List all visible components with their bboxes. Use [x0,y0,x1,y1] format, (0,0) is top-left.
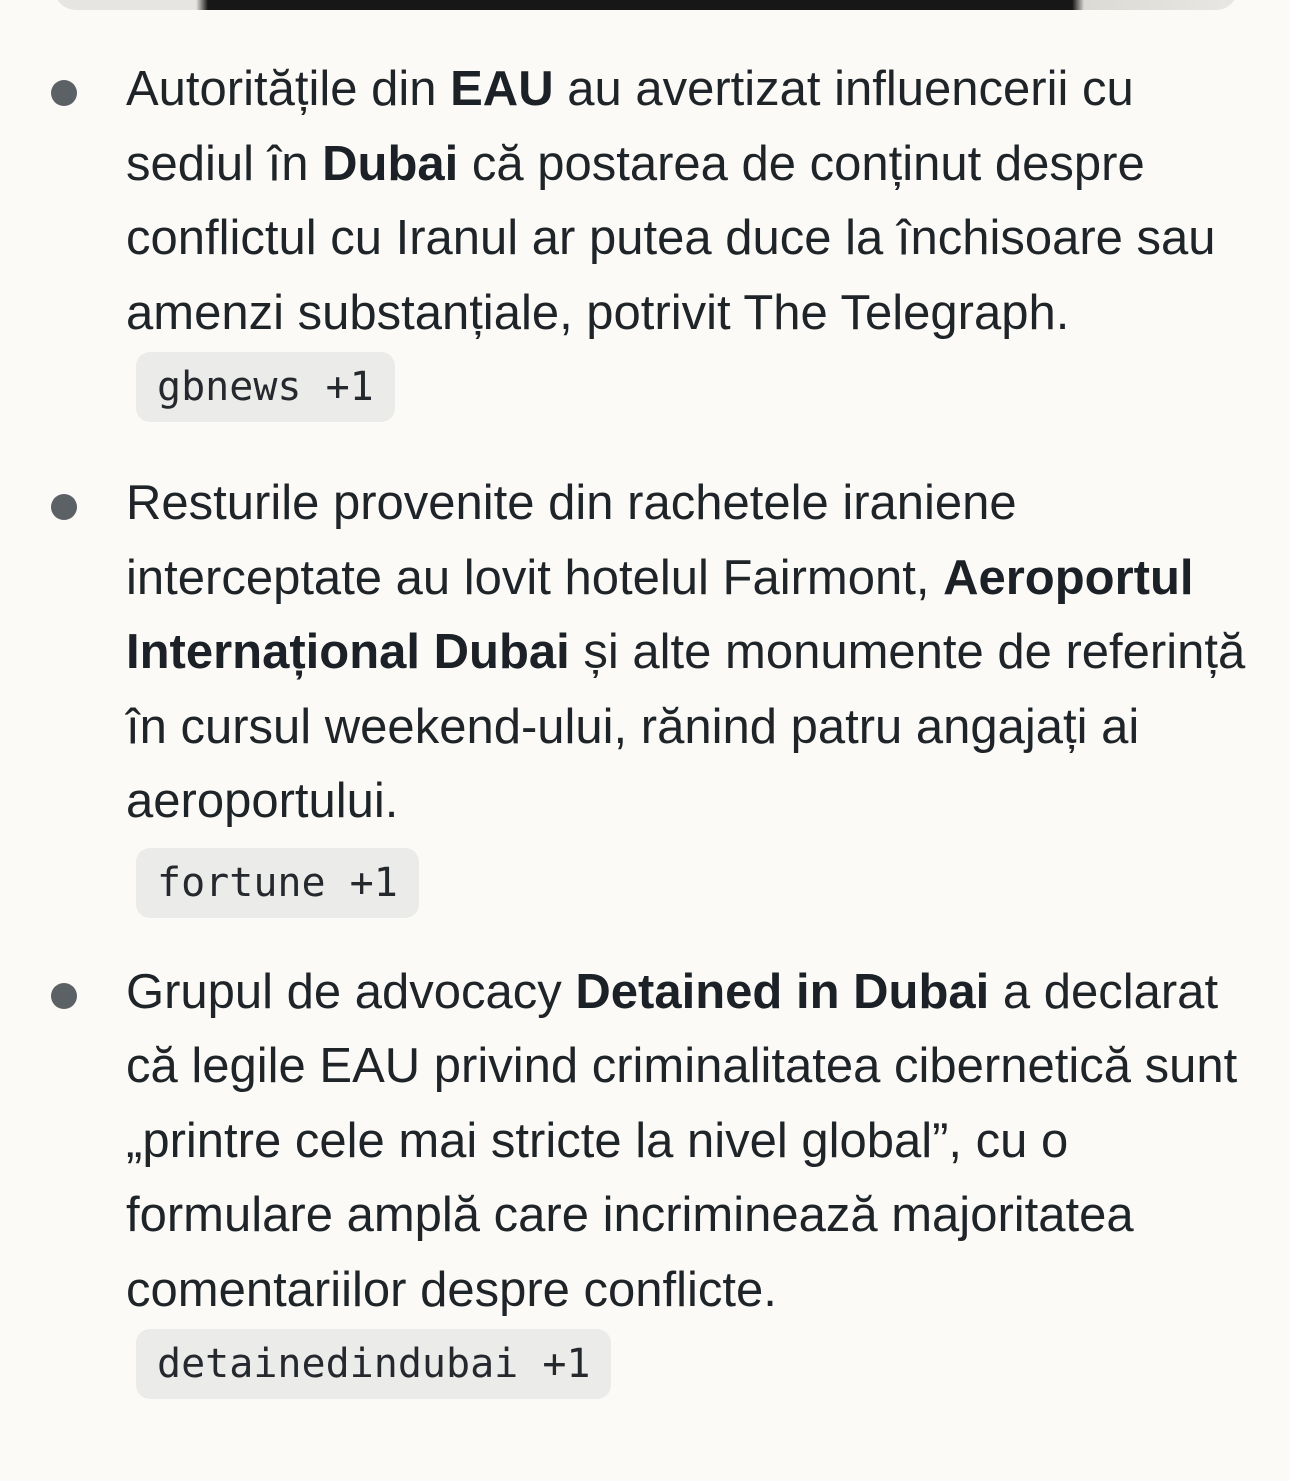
list-item [0,52,1290,425]
bullet-dot-icon [51,80,77,106]
citation-chip-gbnews[interactable]: gbnews +1 [136,352,395,422]
text-segment: au avertizat influencerii cu sediul în [126,62,1134,191]
text-segment: Autoritățile din [126,62,451,116]
citation-chip-fortune[interactable]: fortune +1 [136,848,419,918]
citation-chip-detainedindubai[interactable]: detainedindubai +1 [136,1329,611,1399]
text-segment: a declarat că legile EAU privind criminalitatea cibernetică sunt „printre cele mai stricte la nivel global”, cu o formulare amplă care incriminează majoritatea comentariilor despre conflicte. [126,964,1238,1317]
bold-text-segment: Detained in Dubai [575,964,990,1019]
list-item [0,466,1290,914]
bullet-dot-icon [51,983,77,1009]
text-segment: Resturile provenite din rachetele iraniene interceptate au lovit hotelul Fairmont, [126,476,1017,605]
bullet-text [126,62,1216,340]
article-image [54,0,1238,10]
text-segment: Grupul de advocacy [126,964,576,1019]
bold-text-segment: EAU [450,62,554,116]
list-item [0,955,1290,1403]
bold-text-segment: Dubai [322,136,459,191]
text-segment: că postarea de conținut despre conflictul cu Iranul ar putea duce la închisoare sau amenzi substanțiale, potrivit The Telegraph. [126,136,1216,340]
bullet-text [126,965,1237,1317]
text-segment: și alte monumente de referință în cursul weekend-ului, rănind patru angajați ai aeroportului. [126,625,1246,829]
bold-text-segment: Aeroportul Internațional Dubai [126,550,1194,680]
bullet-text [126,476,1245,828]
bullet-dot-icon [51,494,77,520]
bullet-list [0,52,1290,1443]
